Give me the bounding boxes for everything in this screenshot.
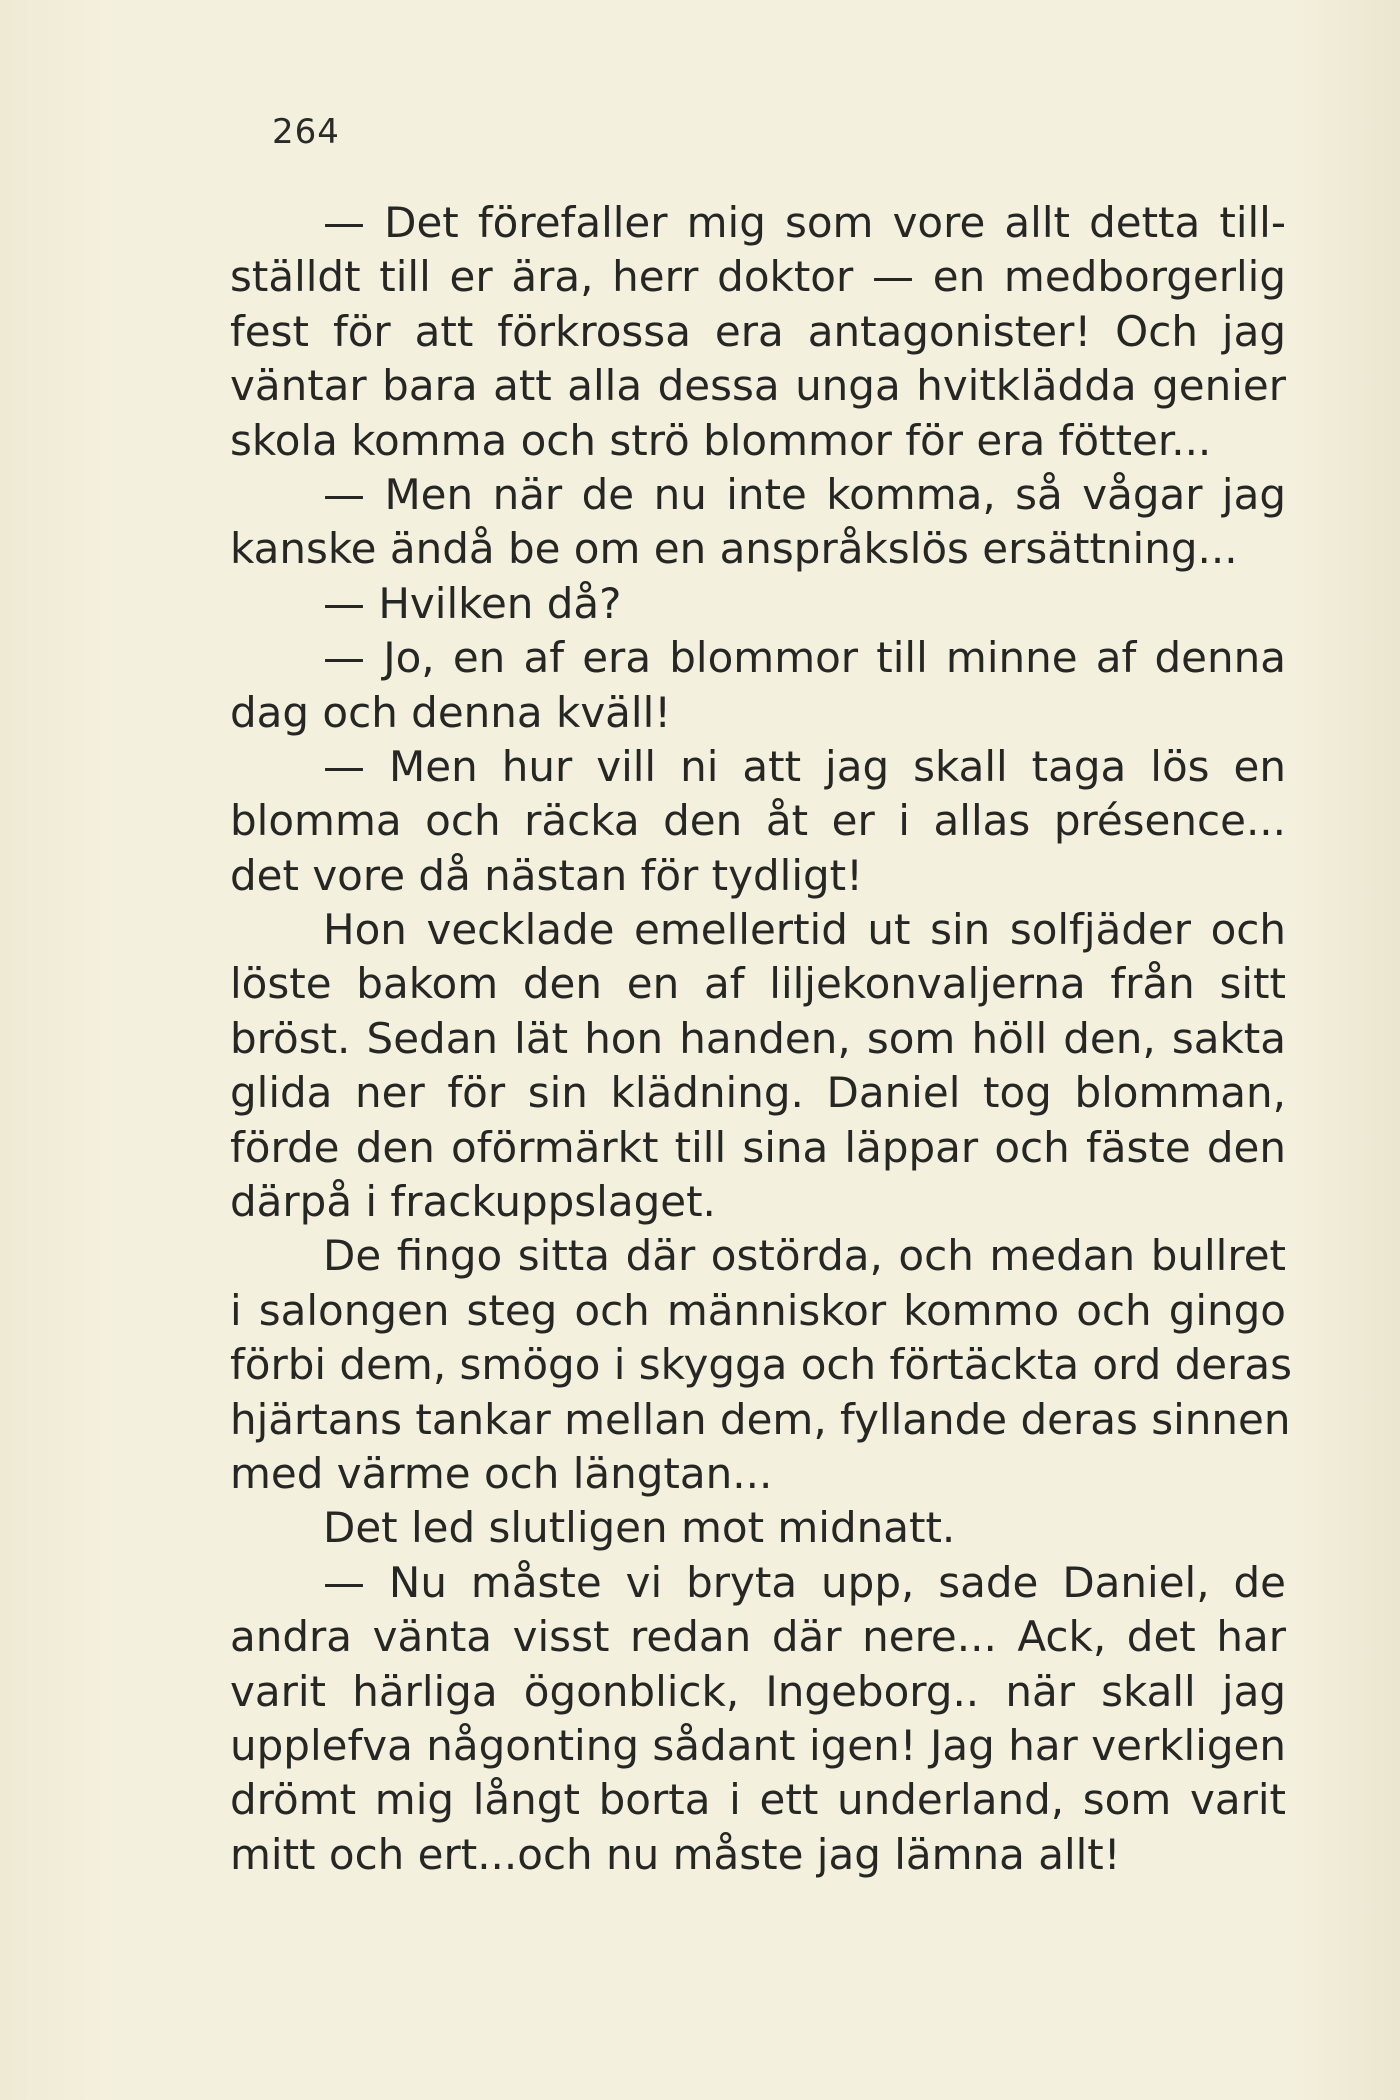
text-line: — Hvilken då? (323, 578, 622, 628)
text-line: i salongen steg och människor kommo och gingo (230, 1285, 1286, 1335)
text-line: fest för att förkrossa era antagonister! Och jag (230, 306, 1286, 356)
text-line: löste bakom den en af liljekonvaljerna från sitt (230, 959, 1286, 1009)
text-line: upplefva någonting sådant igen! Jag har verkligen (230, 1720, 1286, 1770)
text-line: dag och denna kväll! (230, 687, 672, 737)
text-line: drömt mig långt borta i ett underland, som varit (230, 1775, 1286, 1825)
text-line: blomma och räcka den åt er i allas présence... (230, 796, 1286, 846)
text-line: — Nu måste vi bryta upp, sade Daniel, de (323, 1557, 1286, 1607)
text-line: ställdt till er ära, herr doktor — en medborgerlig (230, 252, 1286, 302)
text-line: mitt och ert...och nu måste jag lämna allt! (230, 1829, 1121, 1879)
text-line: förde den oförmärkt till sina läppar och fäste den (230, 1122, 1286, 1172)
text-line: det vore då nästan för tydligt! (230, 850, 863, 900)
text-line: andra vänta visst redan där nere... Ack, det har (230, 1612, 1286, 1662)
body-text (230, 196, 1293, 1882)
text-line: med värme och längtan... (230, 1448, 773, 1498)
page-number: 264 (272, 112, 340, 152)
text-line: förbi dem, smögo i skygga och förtäckta ord deras (230, 1340, 1293, 1390)
text-line: glida ner för sin klädning. Daniel tog blomman, (230, 1068, 1286, 1118)
text-line: väntar bara att alla dessa unga hvitklädda genier (230, 361, 1286, 411)
text-line: hjärtans tankar mellan dem, fyllande deras sinnen (230, 1394, 1291, 1444)
text-line: — Men hur vill ni att jag skall taga lös en (323, 741, 1286, 791)
text-line: De fingo sitta där ostörda, och medan bullret (323, 1231, 1286, 1281)
text-line: därpå i frackuppslaget. (230, 1177, 716, 1227)
text-line: varit härliga ögonblick, Ingeborg.. när skall jag (230, 1666, 1286, 1716)
text-line: — Men när de nu inte komma, så vågar jag (323, 469, 1286, 519)
text-line: Hon vecklade emellertid ut sin solfjäder och (323, 905, 1286, 955)
text-line: Det led slutligen mot midnatt. (323, 1503, 956, 1553)
text-line: bröst. Sedan lät hon handen, som höll den, sakta (230, 1013, 1286, 1063)
text-line: kanske ändå be om en anspråkslös ersättning... (230, 524, 1238, 574)
text-line: — Det förefaller mig som vore allt detta till- (323, 198, 1286, 247)
text-line: — Jo, en af era blommor till minne af denna (323, 633, 1286, 683)
text-line: skola komma och strö blommor för era fötter... (230, 415, 1212, 465)
